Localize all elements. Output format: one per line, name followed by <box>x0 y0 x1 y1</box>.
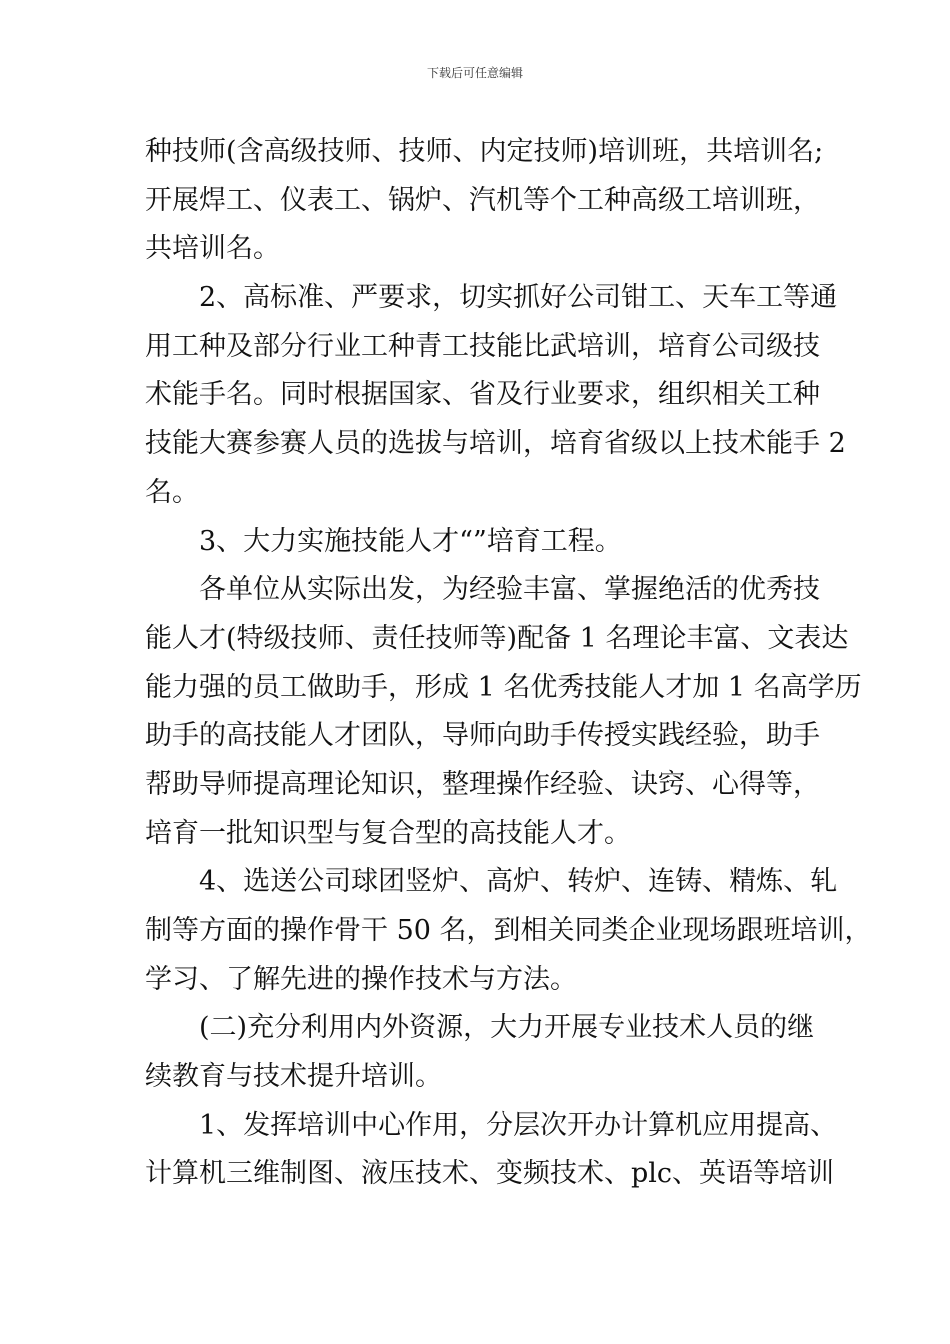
text-line: 续教育与技术提升培训。 <box>145 1061 442 1093</box>
text-line: 1、发挥培训中心作用，分层次开办计算机应用提高、 <box>199 1109 838 1141</box>
text-line: 制等方面的操作骨干 50 名，到相关同类企业现场跟班培训， <box>145 915 872 946</box>
text-line: 学习、了解先进的操作技术与方法。 <box>145 963 577 995</box>
text-line: 种技师(含高级技师、技师、内定技师)培训班，共培训名; <box>145 136 824 167</box>
text-line: 名。 <box>145 476 199 508</box>
text-line: 能人才(特级技师、责任技师等)配备 1 名理论丰富、文表达 <box>145 622 849 654</box>
text-line: 各单位从实际出发，为经验丰富、掌握绝活的优秀技 <box>199 574 820 606</box>
text-line: 计算机三维制图、液压技术、变频技术、plc、英语等培训 <box>145 1158 835 1190</box>
text-line: 3、大力实施技能人才“”培育工程。 <box>199 525 622 557</box>
text-line: 术能手名。同时根据国家、省及行业要求，组织相关工种 <box>145 379 820 411</box>
text-line: 帮助导师提高理论知识，整理操作经验、诀窍、心得等， <box>145 768 820 800</box>
text-line: 用工种及部分行业工种青工技能比武培训，培育公司级技 <box>145 330 820 362</box>
page-header-note: 下载后可任意编辑 <box>426 66 523 80</box>
text-line: 共培训名。 <box>145 233 280 265</box>
text-line: 4、选送公司球团竖炉、高炉、转炉、连铸、精炼、轧 <box>199 866 838 898</box>
text-line: 助手的高技能人才团队，导师向助手传授实践经验，助手 <box>145 720 820 752</box>
text-line: (二)充分利用内外资源，大力开展专业技术人员的继 <box>199 1012 815 1044</box>
text-line: 技能大赛参赛人员的选拔与培训，培育省级以上技术能手 2 <box>145 428 846 460</box>
text-line: 能力强的员工做助手，形成 1 名优秀技能人才加 1 名高学历 <box>145 671 862 703</box>
text-line: 培育一批知识型与复合型的高技能人才。 <box>145 817 631 849</box>
text-line: 2、高标准、严要求，切实抓好公司钳工、天车工等通 <box>199 282 838 314</box>
text-line: 开展焊工、仪表工、锅炉、汽机等个工种高级工培训班， <box>145 184 820 216</box>
document-body <box>145 128 872 1199</box>
